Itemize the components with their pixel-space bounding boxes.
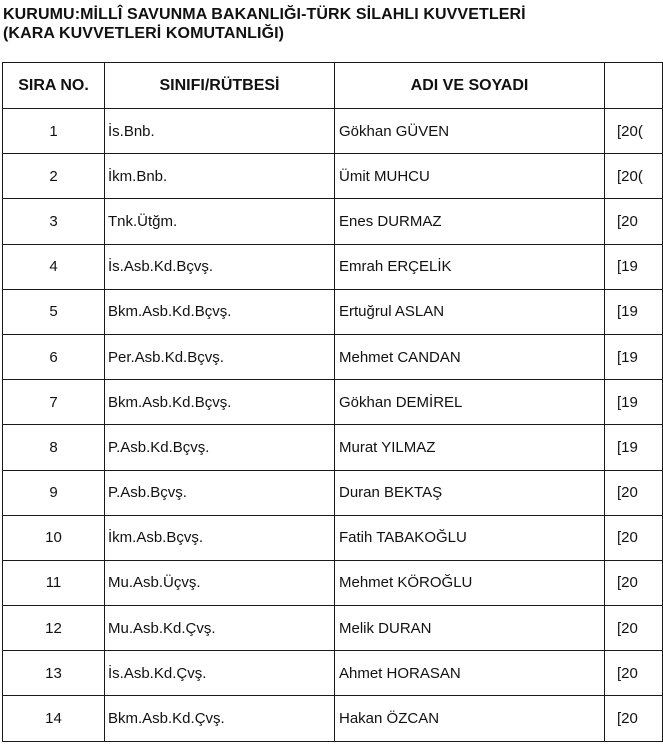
table-row <box>3 154 663 199</box>
table-row <box>3 606 663 651</box>
table-row <box>3 334 663 379</box>
rank-cell: P.Asb.Kd.Bçvş. <box>105 425 335 470</box>
rank-cell: İkm.Bnb. <box>105 154 335 199</box>
full-name-cell: Duran BEKTAŞ <box>335 470 605 515</box>
rank-cell: Bkm.Asb.Kd.Çvş. <box>105 696 335 741</box>
full-name-cell: Fatih TABAKOĞLU <box>335 515 605 560</box>
sequence-no-cell: 1 <box>3 109 105 154</box>
cut-off-cell: [20 <box>605 651 663 696</box>
institution-title: KURUMU:MİLLÎ SAVUNMA BAKANLIĞI-TÜRK SİLAHLI KUVVETLERİ <box>3 6 526 23</box>
cut-off-cell: [20 <box>605 560 663 605</box>
document-heading <box>3 5 643 43</box>
cut-off-cell: [20 <box>605 696 663 741</box>
institution-subtitle: (KARA KUVVETLERİ KOMUTANLIĞI) <box>3 25 285 42</box>
sequence-no-cell: 10 <box>3 515 105 560</box>
sequence-no-cell: 12 <box>3 606 105 651</box>
sequence-no-cell: 7 <box>3 380 105 425</box>
table-row <box>3 560 663 605</box>
cut-off-cell: [20 <box>605 606 663 651</box>
cut-off-cell: [19 <box>605 425 663 470</box>
table-body <box>3 109 663 742</box>
sequence-no-cell: 3 <box>3 199 105 244</box>
full-name-cell: Ümit MUHCU <box>335 154 605 199</box>
column-header-cut-off <box>605 63 663 109</box>
cut-off-cell: [19 <box>605 289 663 334</box>
rank-cell: Bkm.Asb.Kd.Bçvş. <box>105 380 335 425</box>
full-name-cell: Mehmet CANDAN <box>335 334 605 379</box>
full-name-cell: Melik DURAN <box>335 606 605 651</box>
rank-cell: İs.Asb.Kd.Bçvş. <box>105 244 335 289</box>
cut-off-cell: [19 <box>605 244 663 289</box>
rank-cell: Per.Asb.Kd.Bçvş. <box>105 334 335 379</box>
sequence-no-cell: 2 <box>3 154 105 199</box>
table-row <box>3 289 663 334</box>
full-name-cell: Enes DURMAZ <box>335 199 605 244</box>
sequence-no-cell: 6 <box>3 334 105 379</box>
table-row <box>3 199 663 244</box>
cut-off-cell: [20 <box>605 470 663 515</box>
table-row <box>3 651 663 696</box>
full-name-cell: Emrah ERÇELİK <box>335 244 605 289</box>
full-name-cell: Ahmet HORASAN <box>335 651 605 696</box>
table-row <box>3 470 663 515</box>
personnel-table <box>2 62 663 742</box>
sequence-no-cell: 9 <box>3 470 105 515</box>
table-row <box>3 515 663 560</box>
sequence-no-cell: 4 <box>3 244 105 289</box>
column-header-rank: SINIFI/RÜTBESİ <box>105 63 335 109</box>
cut-off-cell: [19 <box>605 334 663 379</box>
sequence-no-cell: 8 <box>3 425 105 470</box>
full-name-cell: Gökhan DEMİREL <box>335 380 605 425</box>
table-row <box>3 109 663 154</box>
sequence-no-cell: 13 <box>3 651 105 696</box>
rank-cell: Bkm.Asb.Kd.Bçvş. <box>105 289 335 334</box>
column-header-sequence-no: SIRA NO. <box>3 63 105 109</box>
column-header-full-name: ADI VE SOYADI <box>335 63 605 109</box>
rank-cell: P.Asb.Bçvş. <box>105 470 335 515</box>
rank-cell: Mu.Asb.Kd.Çvş. <box>105 606 335 651</box>
table-row <box>3 425 663 470</box>
sequence-no-cell: 14 <box>3 696 105 741</box>
full-name-cell: Ertuğrul ASLAN <box>335 289 605 334</box>
rank-cell: İkm.Asb.Bçvş. <box>105 515 335 560</box>
full-name-cell: Murat YILMAZ <box>335 425 605 470</box>
sequence-no-cell: 5 <box>3 289 105 334</box>
full-name-cell: Mehmet KÖROĞLU <box>335 560 605 605</box>
sequence-no-cell: 11 <box>3 560 105 605</box>
table-row <box>3 244 663 289</box>
cut-off-cell: [20 <box>605 515 663 560</box>
rank-cell: Mu.Asb.Üçvş. <box>105 560 335 605</box>
rank-cell: Tnk.Ütğm. <box>105 199 335 244</box>
full-name-cell: Gökhan GÜVEN <box>335 109 605 154</box>
cut-off-cell: [20( <box>605 154 663 199</box>
rank-cell: İs.Asb.Kd.Çvş. <box>105 651 335 696</box>
rank-cell: İs.Bnb. <box>105 109 335 154</box>
cut-off-cell: [19 <box>605 380 663 425</box>
cut-off-cell: [20( <box>605 109 663 154</box>
cut-off-cell: [20 <box>605 199 663 244</box>
table-row <box>3 696 663 741</box>
table-header-row <box>3 63 663 109</box>
full-name-cell: Hakan ÖZCAN <box>335 696 605 741</box>
table-row <box>3 380 663 425</box>
